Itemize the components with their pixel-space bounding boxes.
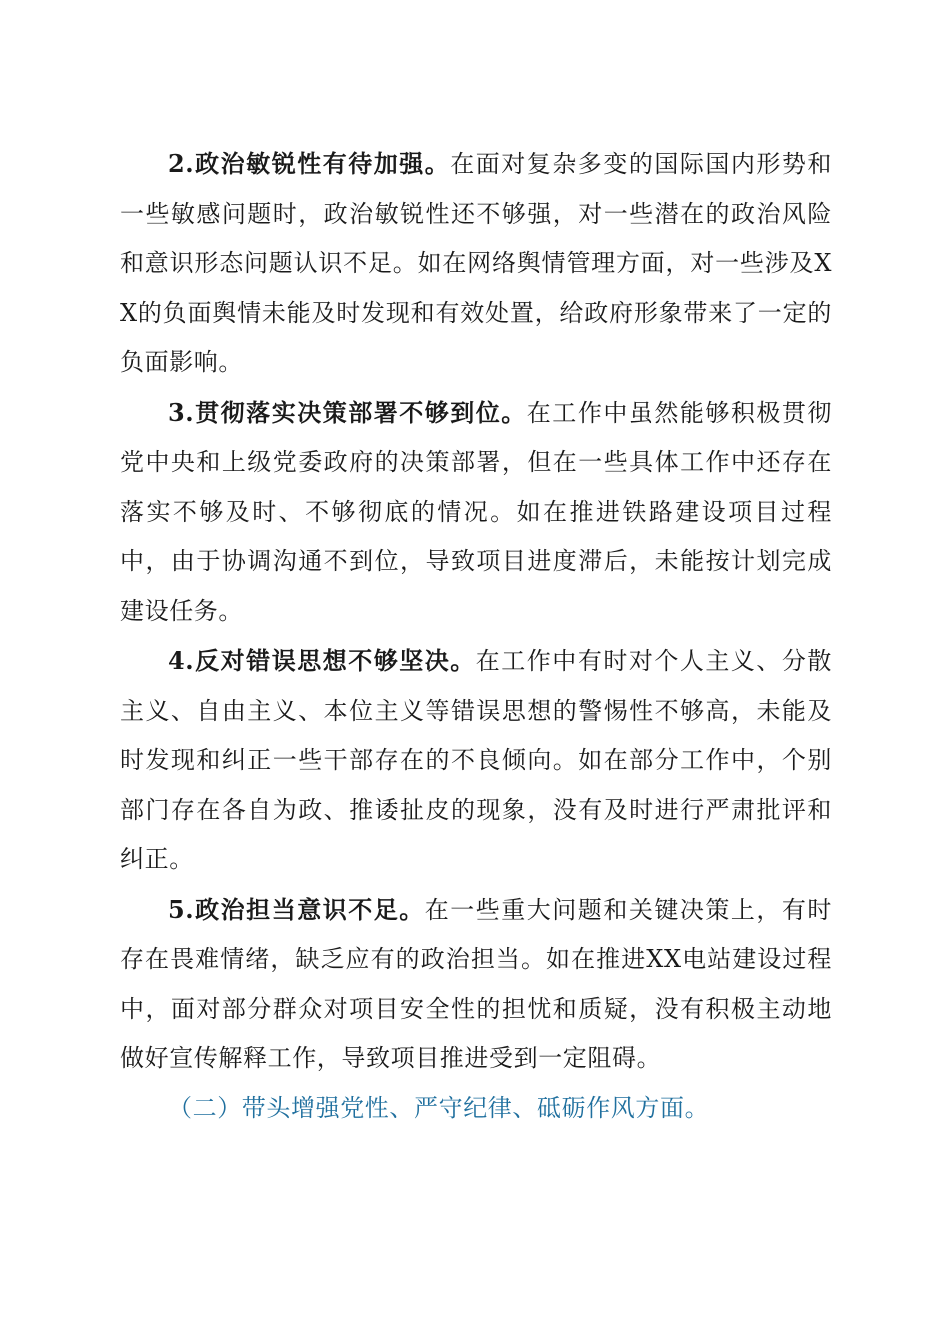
paragraph-body: 在面对复杂多变的国际国内形势和一些敏感问题时，政治敏锐性还不够强，对一些潜在的政治风险和意识形态问题认识不足。如在网络舆情管理方面，对一些涉及XX的负面舆情未能及时发现和有效处置，给政府形象带来了一定的负面影响。 [120,150,832,376]
paragraph-item-5 [120,885,832,1084]
paragraph-item-2 [120,139,832,388]
paragraph-body: 在一些重大问题和关键决策上，有时存在畏难情绪，缺乏应有的政治担当。如在推进XX电站建设过程中，面对部分群众对项目安全性的担忧和质疑，没有积极主动地做好宣传解释工作，导致项目推进受到一定阻碍。 [120,895,832,1072]
document-body [120,139,832,1133]
paragraph-lead: 5.政治担当意识不足。 [168,894,425,924]
paragraph-body: 在工作中虽然能够积极贯彻党中央和上级党委政府的决策部署，但在一些具体工作中还存在落实不够及时、不够彻底的情况。如在推进铁路建设项目过程中，由于协调沟通不到位，导致项目进度滞后，未能按计划完成建设任务。 [120,398,832,625]
paragraph-lead: 4.反对错误思想不够坚决。 [168,646,476,675]
paragraph-item-4 [120,636,832,885]
section-heading: （二）带头增强党性、严守纪律、砥砺作风方面。 [168,1093,710,1122]
paragraph-item-3 [120,388,832,637]
paragraph-body: 在工作中有时对个人主义、分散主义、自由主义、本位主义等错误思想的警惕性不够高，未能及时发现和纠正一些干部存在的不良倾向。如在部分工作中，个别部门存在各自为政、推诿扯皮的现象，没有及时进行严肃批评和纠正。 [120,647,833,873]
paragraph-lead: 2.政治敏锐性有待加强。 [168,149,451,178]
paragraph-lead: 3.贯彻落实决策部署不够到位。 [168,397,527,427]
